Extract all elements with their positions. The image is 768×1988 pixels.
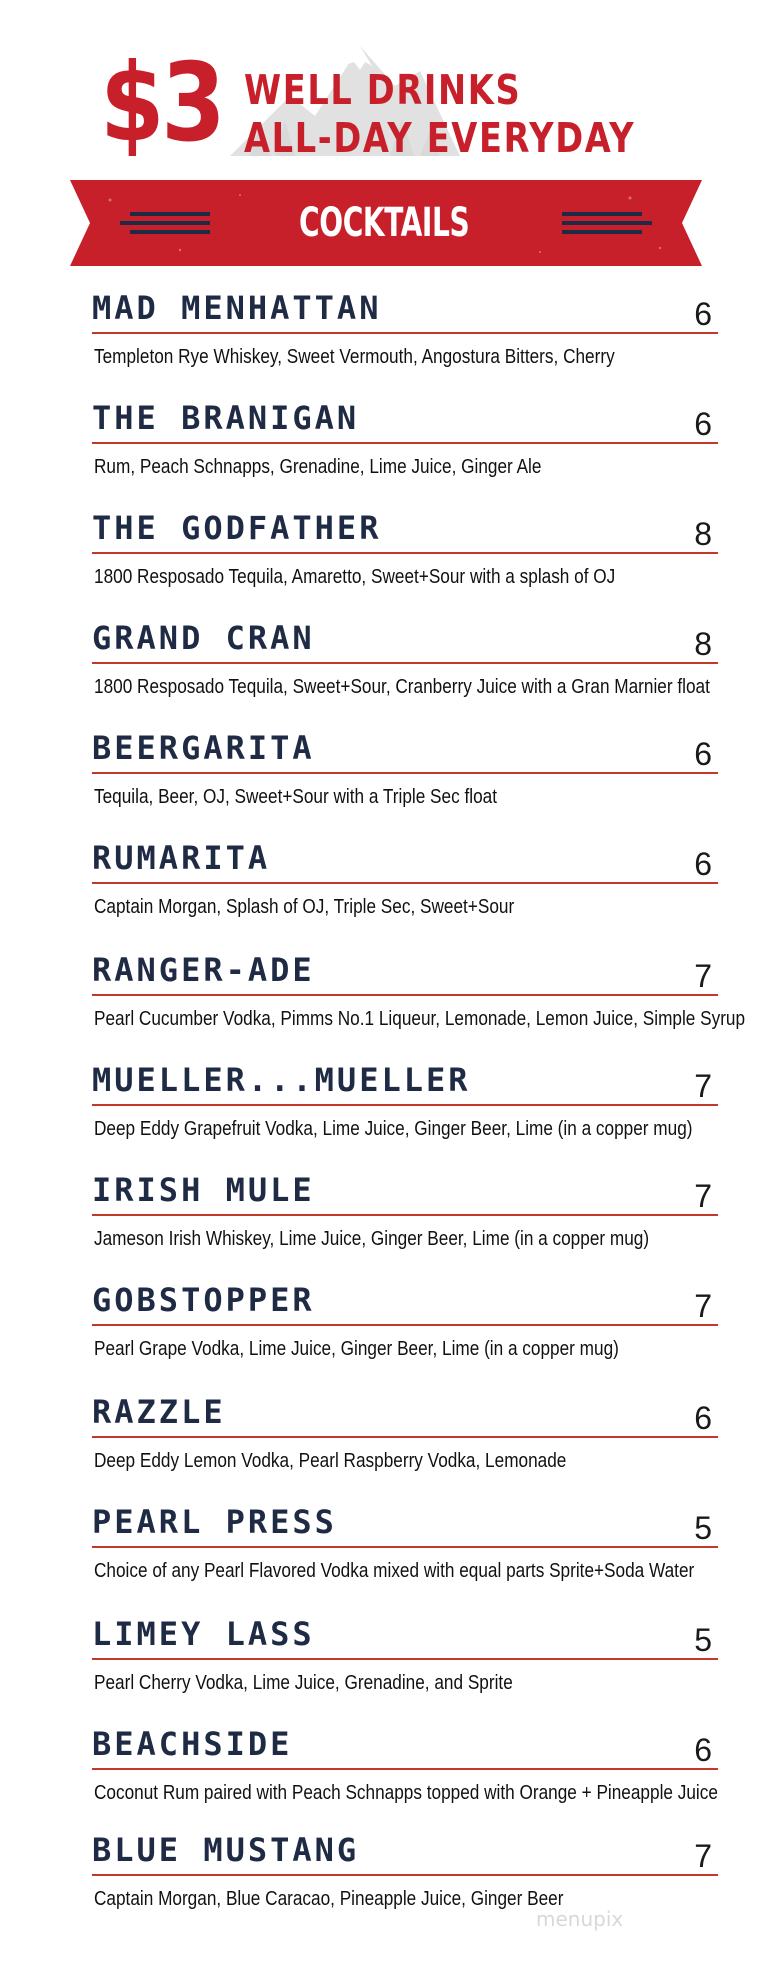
item-description: Deep Eddy Lemon Vodka, Pearl Raspberry Vodka, Lemonade <box>94 1450 567 1472</box>
item-name: RUMARITA <box>92 839 271 877</box>
item-name: MAD MENHATTAN <box>92 289 382 327</box>
watermark: menupix <box>536 1907 624 1931</box>
item-description: Choice of any Pearl Flavored Vodka mixed with equal parts Sprite+Soda Water <box>94 1560 695 1582</box>
item-description: Coconut Rum paired with Peach Schnapps topped with Orange + Pineapple Juice <box>94 1782 718 1804</box>
item-price: 7 <box>694 1838 712 1874</box>
divider <box>92 1658 718 1660</box>
divider <box>92 442 718 444</box>
divider <box>92 882 718 884</box>
divider <box>92 1768 718 1770</box>
divider <box>92 332 718 334</box>
divider <box>92 552 718 554</box>
divider <box>92 662 718 664</box>
item-description: Pearl Cherry Vodka, Lime Juice, Grenadine, and Sprite <box>94 1672 513 1694</box>
divider <box>92 1324 718 1326</box>
item-description: 1800 Resposado Tequila, Amaretto, Sweet+Sour with a splash of OJ <box>94 566 616 588</box>
item-price: 6 <box>694 1732 712 1768</box>
item-name: RANGER-ADE <box>92 951 315 989</box>
item-price: 6 <box>694 846 712 882</box>
item-name: LIMEY LASS <box>92 1615 315 1653</box>
item-description: Rum, Peach Schnapps, Grenadine, Lime Juice, Ginger Ale <box>94 456 542 478</box>
item-name: THE GODFATHER <box>92 509 382 547</box>
item-price: 6 <box>694 1400 712 1436</box>
item-description: Pearl Grape Vodka, Lime Juice, Ginger Beer, Lime (in a copper mug) <box>94 1338 619 1360</box>
item-price: 6 <box>694 736 712 772</box>
item-name: PEARL PRESS <box>92 1503 337 1541</box>
item-price: 6 <box>694 406 712 442</box>
item-price: 7 <box>694 1068 712 1104</box>
section-title: COCKTAILS <box>298 200 470 246</box>
item-description: 1800 Resposado Tequila, Sweet+Sour, Cranberry Juice with a Gran Marnier float <box>94 676 710 698</box>
item-description: Deep Eddy Grapefruit Vodka, Lime Juice, Ginger Beer, Lime (in a copper mug) <box>94 1118 693 1140</box>
item-name: MUELLER...MUELLER <box>92 1061 471 1099</box>
item-description: Templeton Rye Whiskey, Sweet Vermouth, Angostura Bitters, Cherry <box>94 346 615 368</box>
divider <box>92 1436 718 1438</box>
promo-line-1: WELL DRINKS <box>244 66 522 114</box>
divider <box>92 1874 718 1876</box>
item-name: GOBSTOPPER <box>92 1281 315 1319</box>
divider <box>92 1104 718 1106</box>
item-price: 7 <box>694 1288 712 1324</box>
item-name: IRISH MULE <box>92 1171 315 1209</box>
divider <box>92 994 718 996</box>
item-description: Tequila, Beer, OJ, Sweet+Sour with a Triple Sec float <box>94 786 497 808</box>
item-description: Captain Morgan, Splash of OJ, Triple Sec, Sweet+Sour <box>94 896 515 918</box>
item-name: BLUE MUSTANG <box>92 1831 360 1869</box>
item-price: 7 <box>694 1178 712 1214</box>
divider <box>92 1546 718 1548</box>
item-name: GRAND CRAN <box>92 619 315 657</box>
item-name: BEACHSIDE <box>92 1725 293 1763</box>
item-price: 5 <box>694 1510 712 1546</box>
item-price: 8 <box>694 516 712 552</box>
item-price: 8 <box>694 626 712 662</box>
item-description: Jameson Irish Whiskey, Lime Juice, Ginger Beer, Lime (in a copper mug) <box>94 1228 650 1250</box>
item-name: RAZZLE <box>92 1393 226 1431</box>
item-description: Captain Morgan, Blue Caracao, Pineapple Juice, Ginger Beer <box>94 1888 564 1910</box>
item-description: Pearl Cucumber Vodka, Pimms No.1 Liqueur, Lemonade, Lemon Juice, Simple Syrup <box>94 1008 746 1030</box>
promo-line-2: ALL-DAY EVERYDAY <box>244 114 636 162</box>
divider <box>92 1214 718 1216</box>
item-price: 7 <box>694 958 712 994</box>
promo-price: $3 <box>100 41 223 166</box>
item-name: BEERGARITA <box>92 729 315 767</box>
item-name: THE BRANIGAN <box>92 399 360 437</box>
item-price: 5 <box>694 1622 712 1658</box>
divider <box>92 772 718 774</box>
item-price: 6 <box>694 296 712 332</box>
